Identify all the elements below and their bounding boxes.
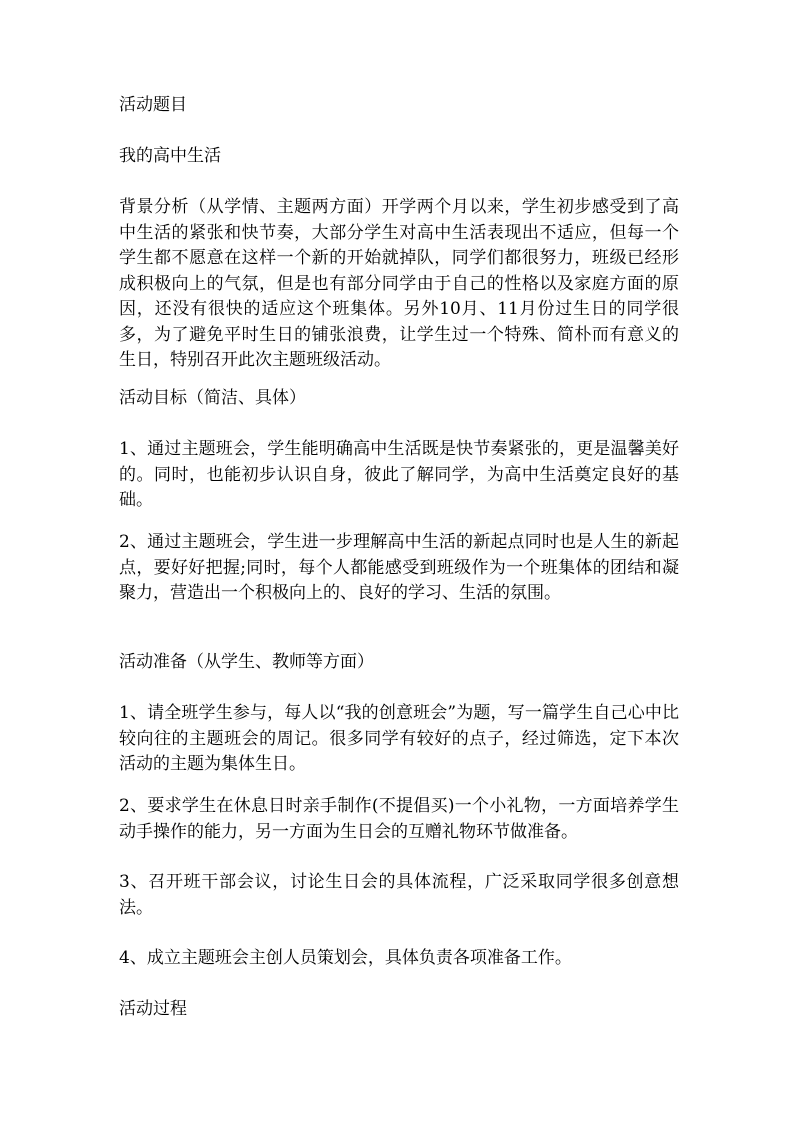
activity-goals-heading: 活动目标（简洁、具体） [119, 388, 306, 408]
goal-item-2: 2、通过主题班会，学生进一步理解高中生活的新起点同时也是人生的新起点，要好好把握;同时，每个人都能感受到班级作为一个班集体的团结和凝聚力，营造出一个积极向上的、良好的学习、生活的氛围。 [119, 532, 679, 603]
activity-title-heading: 活动题目 [119, 95, 187, 115]
preparation-item-4: 4、成立主题班会主创人员策划会，具体负责各项准备工作。 [119, 948, 572, 968]
preparation-item-3: 3、召开班干部会议，讨论生日会的具体流程，广泛采取同学很多创意想法。 [119, 872, 679, 918]
activity-title-text: 我的高中生活 [119, 146, 221, 166]
goal-item-1: 1、通过主题班会，学生能明确高中生活既是快节奏紧张的，更是温馨美好的。同时，也能初步认识自身，彼此了解同学，为高中生活奠定良好的基础。 [119, 439, 679, 510]
activity-process-heading: 活动过程 [119, 999, 187, 1019]
background-analysis-paragraph: 背景分析（从学情、主题两方面）开学两个月以来，学生初步感受到了高中生活的紧张和快节奏，大部分学生对高中生活表现出不适应，但每一个学生都不愿意在这样一个新的开始就掉队，同学们都很努力，班级已经形成积极向上的气氛，但是也有部分同学由于自己的性格以及家庭方面的原因，还没有很快的适应这个班集体。另外10月、11月份过生日的同学很多，为了避免平时生日的铺张浪费，让学生过一个特殊、简朴而有意义的生日，特别召开此次主题班级活动。 [119, 197, 679, 370]
preparation-item-1: 1、请全班学生参与，每人以“我的创意班会”为题，写一篇学生自己心中比较向往的主题班会的周记。很多同学有较好的点子，经过筛选，定下本次活动的主题为集体生日。 [119, 703, 679, 774]
preparation-item-2: 2、要求学生在休息日时亲手制作(不提倡买)一个小礼物，一方面培养学生动手操作的能力，另一方面为生日会的互赠礼物环节做准备。 [119, 796, 679, 842]
activity-preparation-heading: 活动准备（从学生、教师等方面） [119, 652, 374, 672]
